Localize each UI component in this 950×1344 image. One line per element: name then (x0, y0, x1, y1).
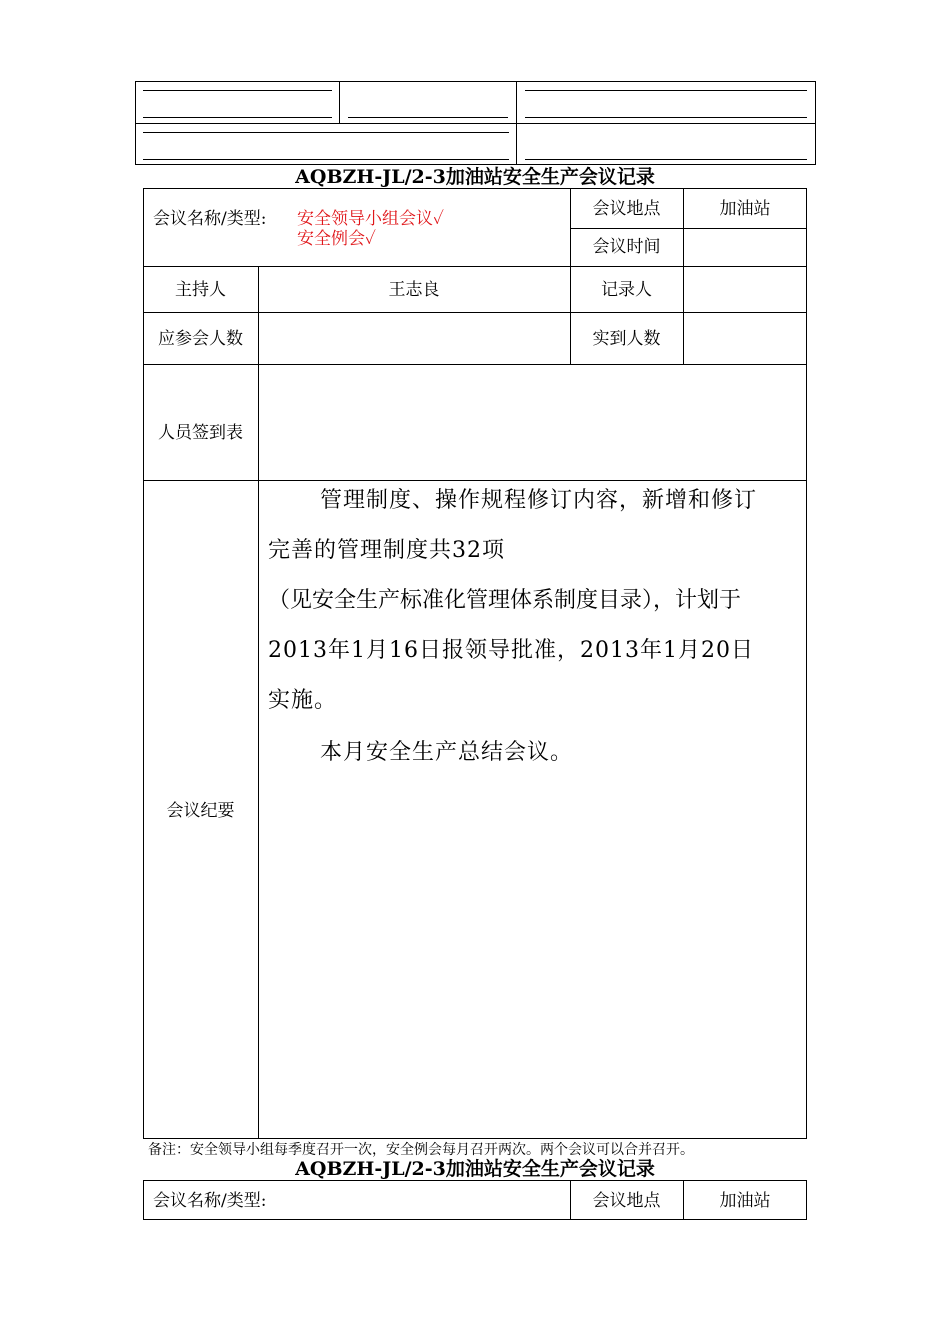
meeting-type-2: 安全例会✓ (297, 229, 376, 249)
signature-table-vline-1 (339, 81, 340, 123)
minutes-line: 实施。 (268, 688, 338, 713)
signature-line (143, 132, 509, 133)
form-hline (143, 480, 807, 481)
host-label: 主持人 (175, 280, 226, 300)
signature-line (525, 117, 807, 118)
form-hline (570, 228, 807, 229)
signature-table-vline-2 (516, 81, 517, 165)
location-value: 加油站 (719, 199, 771, 219)
signature-table-hline (135, 123, 816, 124)
signature-line (143, 90, 332, 91)
form-hline (143, 312, 807, 313)
expected-attendees-label: 应参会人数 (158, 329, 243, 349)
signature-line (348, 117, 508, 118)
signature-line (525, 159, 807, 160)
signin-sheet-label: 人员签到表 (158, 423, 243, 443)
signature-line (525, 90, 807, 91)
recorder-label: 记录人 (601, 280, 652, 300)
minutes-line: 完善的管理制度共32项 (268, 538, 505, 563)
minutes-line: 管理制度、操作规程修订内容，新增和修订 (320, 488, 758, 513)
signature-line (143, 159, 509, 160)
meeting-name-label-2: 会议名称/类型: (153, 1191, 267, 1211)
minutes-label: 会议纪要 (166, 801, 235, 821)
minutes-line: 2013年1月16日报领导批准，2013年1月20日 (268, 638, 754, 663)
minutes-line: 本月安全生产总结会议。 (320, 740, 574, 765)
page-title-2: AQBZH-JL/2-3加油站安全生产会议记录 (295, 1158, 655, 1180)
location-value-2: 加油站 (719, 1191, 771, 1211)
page-title: AQBZH-JL/2-3加油站安全生产会议记录 (295, 166, 655, 188)
minutes-line: （见安全生产标准化管理体系制度目录），计划于 (268, 588, 742, 613)
host-value: 王志良 (388, 280, 440, 300)
footnote: 备注：安全领导小组每季度召开一次，安全例会每月召开两次。两个会议可以合并召开。 (148, 1142, 694, 1158)
time-label: 会议时间 (592, 237, 661, 257)
form-hline (143, 266, 807, 267)
location-label-2: 会议地点 (592, 1191, 661, 1211)
location-label: 会议地点 (592, 199, 661, 219)
meeting-name-label: 会议名称/类型: (153, 209, 267, 229)
signature-line (143, 117, 332, 118)
actual-attendees-label: 实到人数 (592, 329, 661, 349)
form-hline (143, 364, 807, 365)
meeting-type-1: 安全领导小组会议✓ (297, 209, 444, 229)
form-vline (258, 266, 259, 1139)
